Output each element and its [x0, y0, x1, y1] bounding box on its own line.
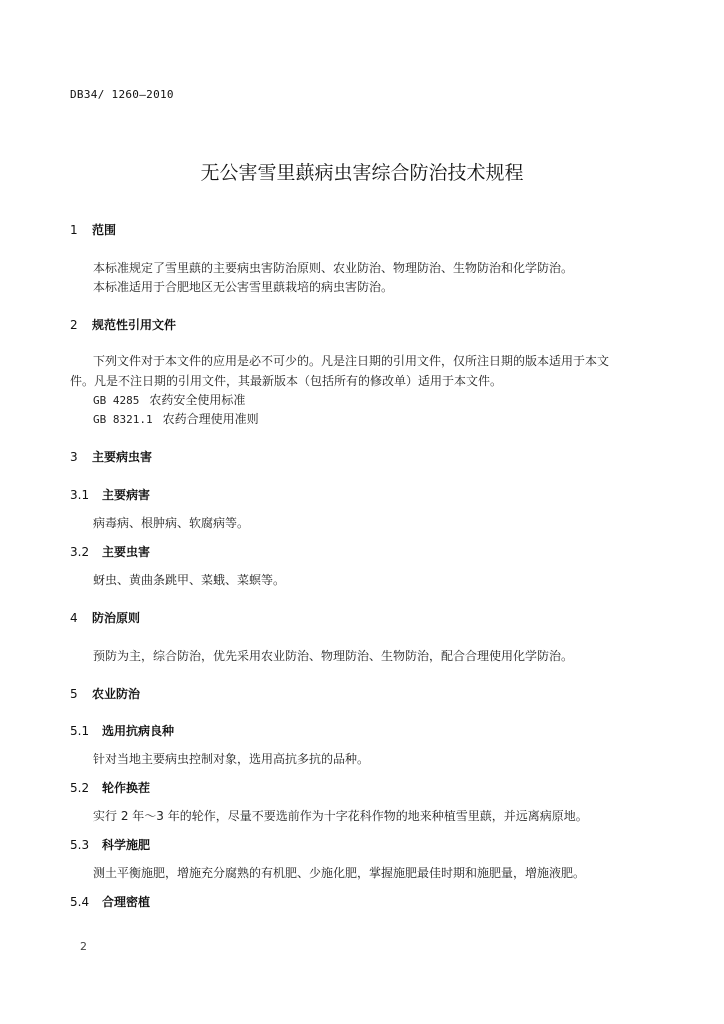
page-number: 2 — [80, 940, 87, 953]
paragraph-continuation: 件。凡是不注日期的引用文件，其最新版本（包括所有的修改单）适用于本文件。 — [70, 374, 503, 388]
reference-code: GB 8321.1 — [93, 413, 153, 426]
paragraph: 本标准适用于合肥地区无公害雪里蕻栽培的病虫害防治。 — [93, 280, 394, 294]
reference-code: GB 4285 — [93, 394, 140, 407]
section-title: 主要虫害 — [102, 545, 151, 559]
section-title: 范围 — [92, 223, 117, 237]
section-number: 2 — [70, 318, 78, 332]
section-heading-4 — [70, 609, 140, 626]
section-heading-3 — [70, 448, 152, 465]
reference-name: 农药合理使用准则 — [162, 412, 259, 426]
section-number: 5.4 — [70, 895, 90, 909]
section-heading-3-2 — [70, 543, 150, 560]
section-title: 主要病害 — [102, 488, 151, 502]
section-title: 选用抗病良种 — [102, 724, 175, 738]
section-heading-5-2 — [70, 779, 150, 796]
reference-item — [93, 410, 259, 427]
section-number: 3.1 — [70, 488, 90, 502]
reference-name: 农药安全使用标准 — [149, 393, 246, 407]
section-title: 主要病虫害 — [92, 450, 153, 464]
paragraph: 本标准规定了雪里蕻的主要病虫害防治原则、农业防治、物理防治、生物防治和化学防治。 — [93, 261, 574, 275]
section-number: 3 — [70, 450, 78, 464]
paragraph: 下列文件对于本文件的应用是必不可少的。凡是注日期的引用文件，仅所注日期的版本适用于本文 — [93, 354, 610, 368]
section-title: 规范性引用文件 — [92, 318, 177, 332]
section-heading-5-4 — [70, 893, 150, 910]
standard-code: DB34/ 1260—2010 — [70, 88, 174, 101]
section-title: 合理密植 — [102, 895, 151, 909]
section-title: 轮作换茬 — [102, 781, 151, 795]
section-heading-3-1 — [70, 486, 150, 503]
section-title: 科学施肥 — [102, 838, 151, 852]
section-heading-2 — [70, 316, 176, 333]
section-number: 5 — [70, 687, 78, 701]
paragraph: 病毒病、根肿病、软腐病等。 — [93, 516, 250, 530]
section-number: 1 — [70, 223, 78, 237]
section-heading-5 — [70, 685, 140, 702]
paragraph: 蚜虫、黄曲条跳甲、菜蛾、菜螟等。 — [93, 573, 286, 587]
paragraph: 实行 2 年～3 年的轮作，尽量不要选前作为十字花科作物的地来种植雪里蕻，并远离病原地。 — [93, 809, 588, 823]
section-number: 5.3 — [70, 838, 90, 852]
section-number: 5.2 — [70, 781, 90, 795]
paragraph: 针对当地主要病虫控制对象，选用高抗多抗的品种。 — [93, 752, 370, 766]
reference-item — [93, 391, 245, 408]
section-heading-1 — [70, 221, 116, 238]
paragraph: 预防为主，综合防治，优先采用农业防治、物理防治、生物防治，配合合理使用化学防治。 — [93, 649, 574, 663]
section-number: 4 — [70, 611, 78, 625]
section-number: 3.2 — [70, 545, 90, 559]
section-title: 防治原则 — [92, 611, 141, 625]
section-heading-5-1 — [70, 722, 174, 739]
section-number: 5.1 — [70, 724, 90, 738]
section-title: 农业防治 — [92, 687, 141, 701]
section-heading-5-3 — [70, 836, 150, 853]
document-title: 无公害雪里蕻病虫害综合防治技术规程 — [200, 162, 524, 184]
paragraph: 测土平衡施肥，增施充分腐熟的有机肥、少施化肥，掌握施肥最佳时期和施肥量，增施液肥。 — [93, 866, 586, 880]
